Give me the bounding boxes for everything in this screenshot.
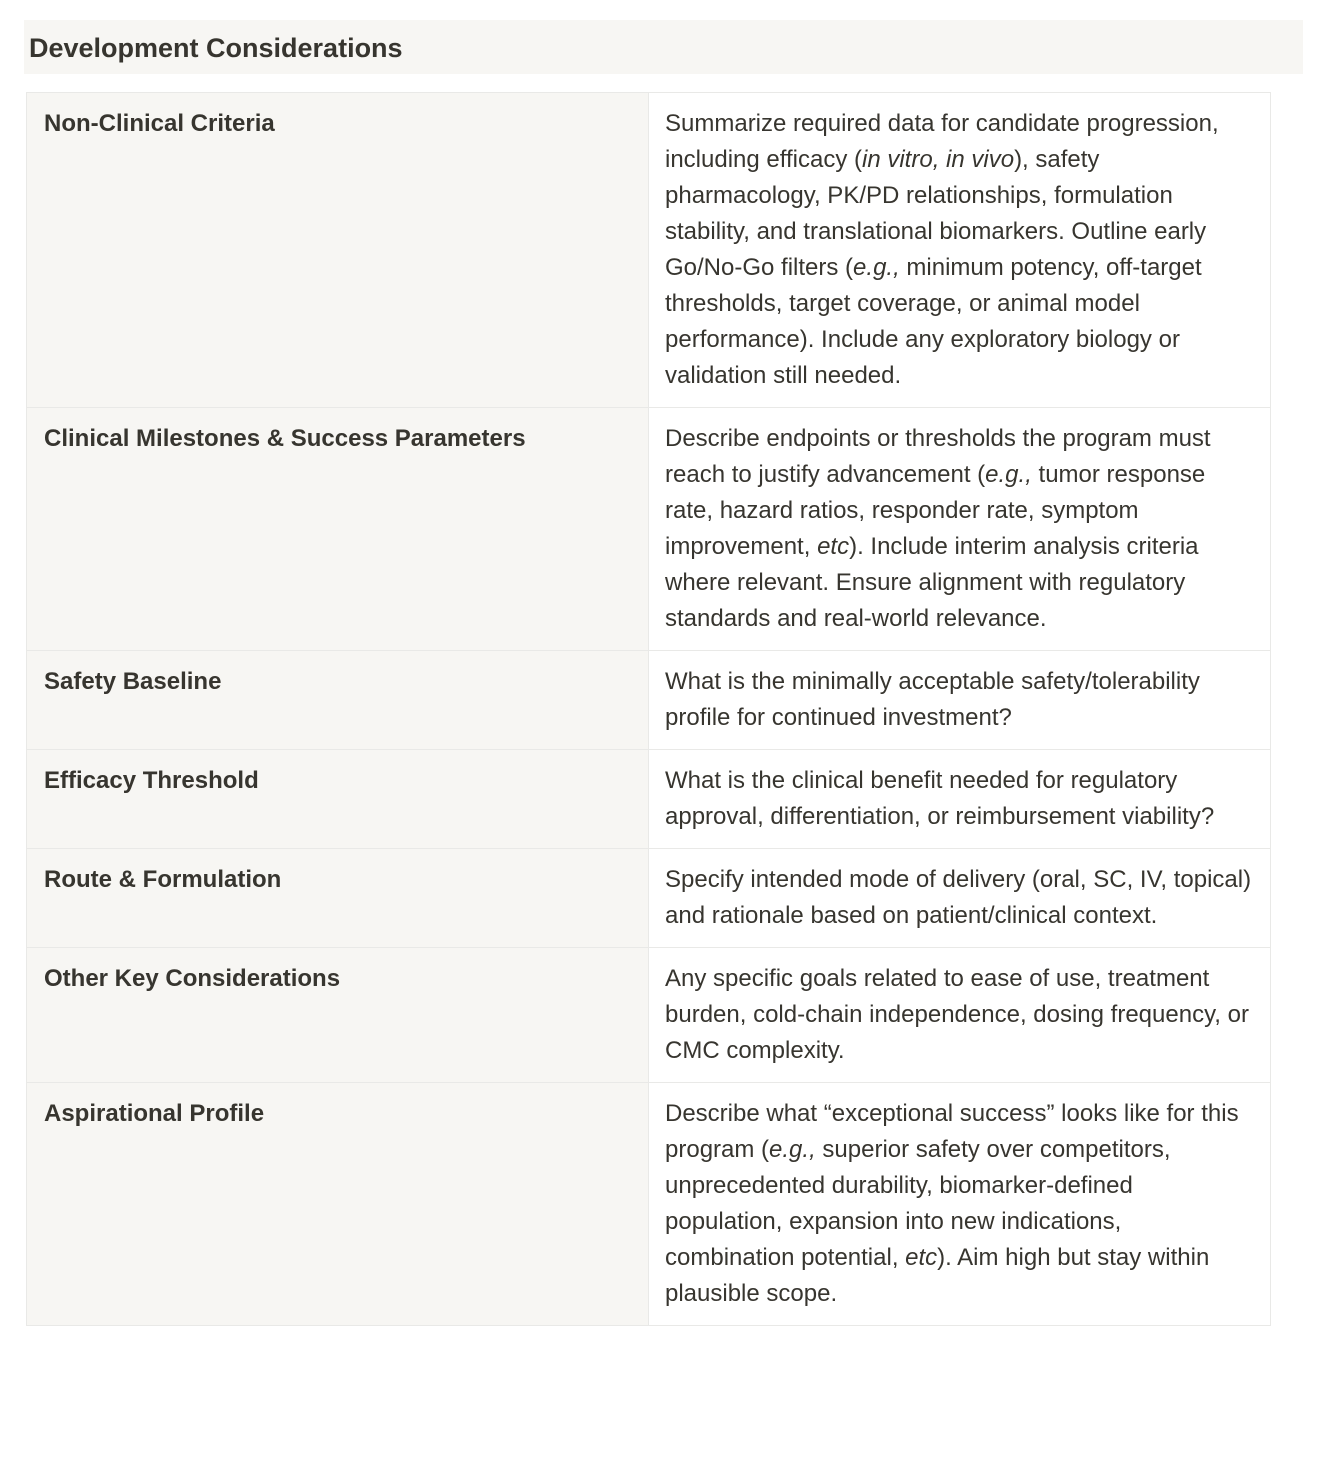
table-row — [27, 948, 1271, 1083]
text-segment: superior safety over competitors, unprecedented durability, biomarker-defined population, expansion into new indications, combination potential, — [665, 1136, 1171, 1271]
row-description — [649, 1083, 1271, 1326]
section-header — [24, 20, 1303, 74]
table-row — [27, 750, 1271, 849]
text-segment: Any specific goals related to ease of use, treatment burden, cold-chain independence, dosing frequency, or CMC complexity. — [665, 965, 1249, 1064]
considerations-table-container — [26, 92, 1270, 1326]
text-segment: ). Include interim analysis criteria where relevant. Ensure alignment with regulatory standards and real-world relevance. — [665, 533, 1199, 632]
table-row — [27, 651, 1271, 750]
table-row — [27, 1083, 1271, 1326]
row-label: Clinical Milestones & Success Parameters — [27, 408, 649, 651]
row-description — [649, 93, 1271, 408]
table-row — [27, 849, 1271, 948]
italic-text: e.g., — [769, 1136, 816, 1163]
row-description — [649, 651, 1271, 750]
text-segment: What is the minimally acceptable safety/tolerability profile for continued investment? — [665, 668, 1200, 731]
page-title: Development Considerations — [29, 33, 403, 63]
table-row — [27, 408, 1271, 651]
row-description — [649, 849, 1271, 948]
text-segment: Describe what “exceptional success” looks like for this program ( — [665, 1100, 1239, 1163]
row-description — [649, 948, 1271, 1083]
row-label: Safety Baseline — [27, 651, 649, 750]
text-segment: ), safety pharmacology, PK/PD relationships, formulation stability, and translational biomarkers. Outline early Go/No-Go filters ( — [665, 146, 1207, 281]
text-segment: ). Aim high but stay within plausible scope. — [665, 1244, 1210, 1307]
row-label: Efficacy Threshold — [27, 750, 649, 849]
italic-text: e.g., — [853, 254, 900, 281]
text-segment: What is the clinical benefit needed for regulatory approval, differentiation, or reimbursement viability? — [665, 767, 1215, 830]
table-body — [27, 93, 1271, 1326]
row-label: Aspirational Profile — [27, 1083, 649, 1326]
text-segment: Specify intended mode of delivery (oral, SC, IV, topical) and rationale based on patient/clinical context. — [665, 866, 1252, 929]
italic-text: in vitro, in vivo — [862, 146, 1015, 173]
row-label: Route & Formulation — [27, 849, 649, 948]
text-segment: minimum potency, off-target thresholds, target coverage, or animal model performance). Include any exploratory biology or validation still needed. — [665, 254, 1202, 389]
considerations-table — [26, 92, 1271, 1326]
row-description — [649, 750, 1271, 849]
text-segment: Summarize required data for candidate progression, including efficacy ( — [665, 110, 1219, 173]
row-description — [649, 408, 1271, 651]
text-segment: tumor response rate, hazard ratios, responder rate, symptom improvement, — [665, 461, 1206, 560]
italic-text: e.g., — [985, 461, 1032, 488]
row-label: Non-Clinical Criteria — [27, 93, 649, 408]
table-row — [27, 93, 1271, 408]
italic-text: etc — [817, 533, 850, 560]
italic-text: etc — [905, 1244, 938, 1271]
row-label: Other Key Considerations — [27, 948, 649, 1083]
text-segment: Describe endpoints or thresholds the program must reach to justify advancement ( — [665, 425, 1211, 488]
